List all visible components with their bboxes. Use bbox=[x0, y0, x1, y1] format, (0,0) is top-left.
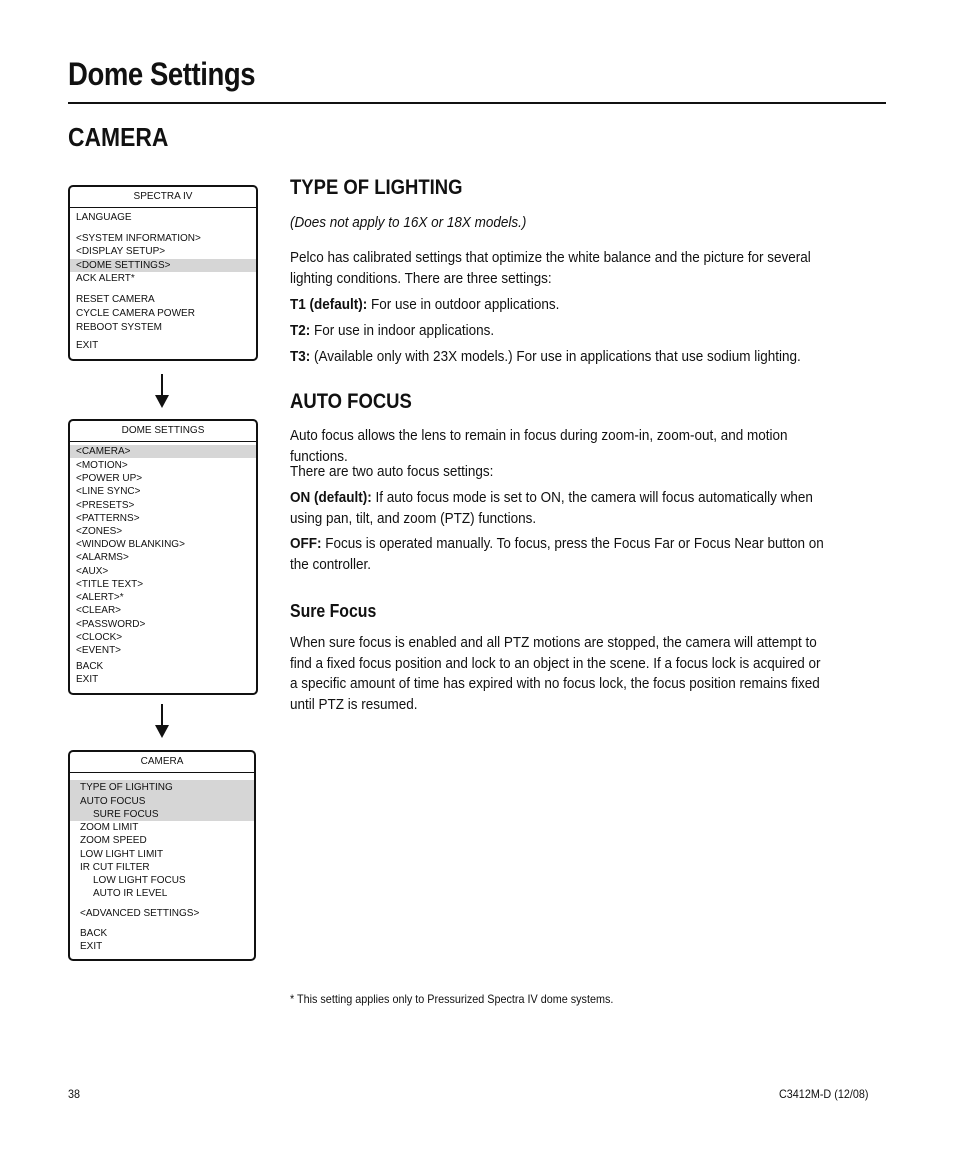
auto-focus-count: There are two auto focus settings: bbox=[290, 463, 494, 480]
footnote: * This setting applies only to Pressurized Spectra IV dome systems. bbox=[290, 992, 614, 1006]
menu-item-back[interactable]: BACK bbox=[80, 928, 108, 939]
flow-arrowhead bbox=[155, 395, 169, 408]
t1-label: T1 (default): bbox=[290, 296, 368, 313]
menu-item-reboot-system[interactable]: REBOOT SYSTEM bbox=[76, 322, 162, 333]
auto-focus-off bbox=[290, 534, 830, 575]
t1-text: For use in outdoor applications. bbox=[367, 296, 560, 313]
auto-focus-heading: AUTO FOCUS bbox=[290, 390, 412, 413]
lighting-intro: Pelco has calibrated settings that optimize the white balance and the picture for several lighting conditions. There are three settings: bbox=[290, 249, 811, 287]
menu-item-back[interactable]: BACK bbox=[76, 661, 104, 672]
menu-item-password[interactable]: <PASSWORD> bbox=[76, 619, 146, 630]
menu-header: SPECTRA IV bbox=[70, 187, 256, 208]
t3-label: T3: bbox=[290, 348, 311, 365]
lighting-t1 bbox=[290, 295, 830, 316]
menu-item-presets[interactable]: <PRESETS> bbox=[76, 500, 135, 511]
menu-item-event[interactable]: <EVENT> bbox=[76, 645, 122, 656]
menu-item-auto-ir-level[interactable]: AUTO IR LEVEL bbox=[93, 888, 168, 899]
menu-item-camera[interactable]: <CAMERA> bbox=[70, 445, 256, 458]
off-text: Focus is operated manually. To focus, press the Focus Far or Focus Near button on the controller. bbox=[290, 535, 824, 573]
menu-header: CAMERA bbox=[70, 752, 254, 773]
menu-item-system-information[interactable]: <SYSTEM INFORMATION> bbox=[76, 233, 201, 244]
menu-item-clock[interactable]: <CLOCK> bbox=[76, 632, 123, 643]
menu-item-exit[interactable]: EXIT bbox=[76, 674, 99, 685]
off-label: OFF: bbox=[290, 535, 322, 552]
menu-item-motion[interactable]: <MOTION> bbox=[76, 460, 128, 471]
menu-item-zoom-limit[interactable]: ZOOM LIMIT bbox=[80, 822, 139, 833]
menu-item-patterns[interactable]: <PATTERNS> bbox=[76, 513, 140, 524]
lighting-t2 bbox=[290, 321, 830, 342]
menu-item-dome-settings[interactable]: <DOME SETTINGS> bbox=[70, 259, 256, 272]
menu-item-title-text[interactable]: <TITLE TEXT> bbox=[76, 579, 144, 590]
t2-label: T2: bbox=[290, 322, 311, 339]
sure-focus-text: When sure focus is enabled and all PTZ motions are stopped, the camera will attempt to find a fixed focus position and lock to an object in the scene. If a focus lock is acquired or a specific amount of time has expired with no focus lock, the focus position remains fixed until PTZ is resumed. bbox=[290, 634, 821, 713]
sure-focus-heading: Sure Focus bbox=[290, 601, 377, 621]
t3-text: (Available only with 23X models.) For use in applications that use sodium lighting. bbox=[310, 348, 801, 365]
page-number: 38 bbox=[68, 1087, 81, 1101]
auto-focus-on bbox=[290, 488, 830, 529]
on-label: ON (default): bbox=[290, 489, 372, 506]
section-heading: CAMERA bbox=[68, 122, 169, 152]
menu-item-advanced-settings[interactable]: <ADVANCED SETTINGS> bbox=[80, 908, 200, 919]
menu-item-zoom-speed[interactable]: ZOOM SPEED bbox=[80, 835, 147, 846]
menu-item-ack-alert[interactable]: ACK ALERT* bbox=[76, 273, 135, 284]
lighting-t3 bbox=[290, 347, 830, 368]
camera-menu bbox=[68, 750, 256, 961]
menu-item-sure-focus[interactable]: SURE FOCUS bbox=[93, 809, 159, 820]
menu-item-window-blanking[interactable]: <WINDOW BLANKING> bbox=[76, 539, 185, 550]
auto-focus-intro: Auto focus allows the lens to remain in focus during zoom-in, zoom-out, and motion functions. bbox=[290, 427, 788, 465]
menu-item-cycle-camera-power[interactable]: CYCLE CAMERA POWER bbox=[76, 308, 195, 319]
menu-header: DOME SETTINGS bbox=[70, 421, 256, 442]
menu-item-power-up[interactable]: <POWER UP> bbox=[76, 473, 143, 484]
menu-item-exit[interactable]: EXIT bbox=[76, 340, 99, 351]
type-of-lighting-heading: TYPE OF LIGHTING bbox=[290, 176, 463, 199]
flow-arrowhead bbox=[155, 725, 169, 738]
menu-item-line-sync[interactable]: <LINE SYNC> bbox=[76, 486, 141, 497]
menu-item-language[interactable]: LANGUAGE bbox=[76, 212, 132, 223]
menu-item-alert[interactable]: <ALERT>* bbox=[76, 592, 124, 603]
flow-arrow bbox=[161, 704, 163, 726]
menu-item-zones[interactable]: <ZONES> bbox=[76, 526, 123, 537]
menu-item-type-of-lighting[interactable]: TYPE OF LIGHTING bbox=[80, 782, 173, 793]
menu-item-low-light-focus[interactable]: LOW LIGHT FOCUS bbox=[93, 875, 186, 886]
doc-code: C3412M-D (12/08) bbox=[779, 1087, 869, 1101]
title-rule bbox=[68, 102, 886, 104]
menu-item-auto-focus[interactable]: AUTO FOCUS bbox=[80, 796, 146, 807]
on-text: If auto focus mode is set to ON, the camera will focus automatically when using pan, tilt, and zoom (PTZ) functions. bbox=[290, 489, 813, 527]
menu-item-low-light-limit[interactable]: LOW LIGHT LIMIT bbox=[80, 849, 164, 860]
menu-item-alarms[interactable]: <ALARMS> bbox=[76, 552, 129, 563]
flow-arrow bbox=[161, 374, 163, 396]
menu-item-ir-cut-filter[interactable]: IR CUT FILTER bbox=[80, 862, 150, 873]
dome-settings-menu bbox=[68, 419, 258, 695]
menu-item-reset-camera[interactable]: RESET CAMERA bbox=[76, 294, 155, 305]
menu-item-aux[interactable]: <AUX> bbox=[76, 566, 109, 577]
menu-item-exit[interactable]: EXIT bbox=[80, 941, 103, 952]
spectra-iv-menu bbox=[68, 185, 258, 361]
page-title: Dome Settings bbox=[68, 56, 256, 92]
lighting-note: (Does not apply to 16X or 18X models.) bbox=[290, 214, 527, 231]
menu-item-clear[interactable]: <CLEAR> bbox=[76, 605, 122, 616]
t2-text: For use in indoor applications. bbox=[310, 322, 495, 339]
menu-item-display-setup[interactable]: <DISPLAY SETUP> bbox=[76, 246, 166, 257]
